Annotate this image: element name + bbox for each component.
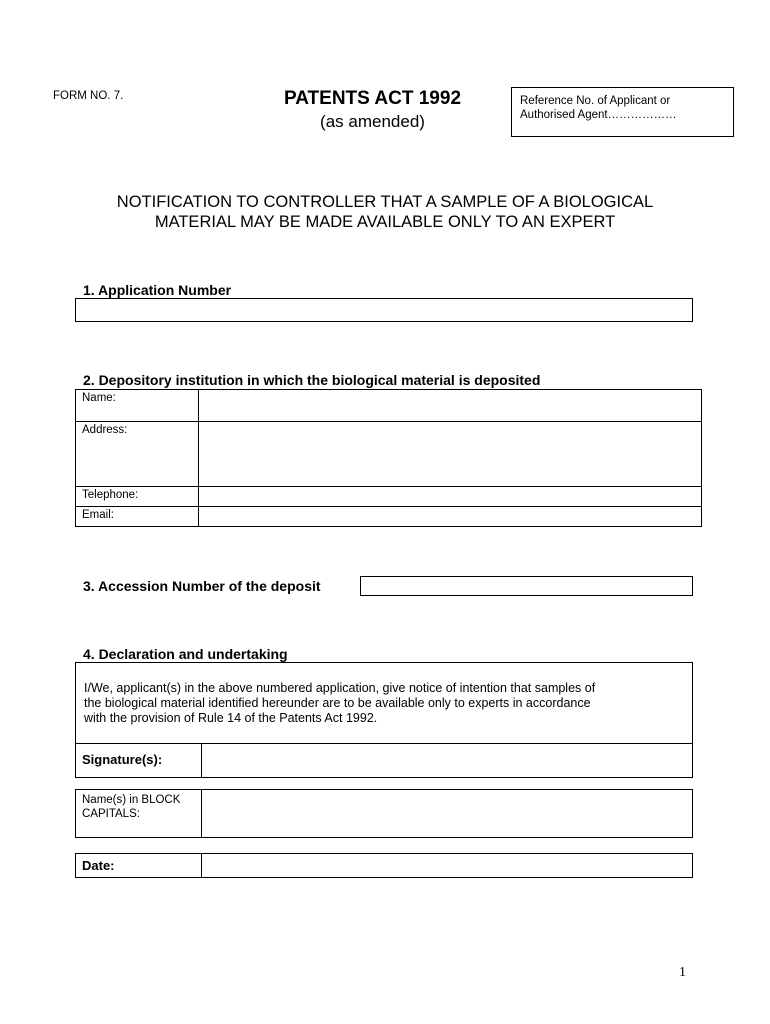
reference-label-line2: Authorised Agent……………… xyxy=(520,109,677,121)
form-title-line2: MATERIAL MAY BE MADE AVAILABLE ONLY TO AN EXPERT xyxy=(154,213,616,231)
date-field[interactable] xyxy=(202,854,692,877)
accession-number-label: 3. Accession Number of the deposit xyxy=(83,578,321,594)
depository-email-field[interactable] xyxy=(199,507,702,527)
reference-number-box[interactable] xyxy=(511,87,734,137)
block-capitals-name-field[interactable] xyxy=(202,790,692,837)
accession-number-field[interactable] xyxy=(360,576,693,596)
act-title: PATENTS ACT 1992 xyxy=(283,88,462,109)
form-title-line1: NOTIFICATION TO CONTROLLER THAT A SAMPLE OF A BIOLOGICAL xyxy=(116,193,654,211)
signature-label: Signature(s): xyxy=(76,744,202,777)
depository-telephone-label: Telephone: xyxy=(76,487,199,507)
application-number-field[interactable] xyxy=(75,298,693,322)
depository-email-label: Email: xyxy=(76,507,199,527)
block-capitals-name-label-line2: CAPITALS: xyxy=(82,808,140,820)
block-capitals-name-label xyxy=(76,790,202,837)
block-capitals-name-row xyxy=(75,789,693,838)
declaration-box xyxy=(75,662,693,778)
date-label: Date: xyxy=(76,854,202,877)
depository-name-field[interactable] xyxy=(199,390,702,422)
depository-address-label: Address: xyxy=(76,422,199,487)
declaration-label: 4. Declaration and undertaking xyxy=(83,646,288,662)
depository-telephone-field[interactable] xyxy=(199,487,702,507)
declaration-text-line1: I/We, applicant(s) in the above numbered application, give notice of intention that samples of xyxy=(84,681,596,695)
page-number: 1 xyxy=(679,965,686,980)
application-number-label: 1. Application Number xyxy=(83,282,232,298)
form-number: FORM NO. 7. xyxy=(53,90,124,102)
block-capitals-name-label-line1: Name(s) in BLOCK xyxy=(82,794,181,806)
declaration-text-line3: with the provision of Rule 14 of the Patents Act 1992. xyxy=(84,711,378,725)
depository-institution-label: 2. Depository institution in which the biological material is deposited xyxy=(83,372,541,388)
depository-details-table xyxy=(75,389,702,527)
signature-field[interactable] xyxy=(202,744,692,777)
date-row xyxy=(75,853,693,878)
act-subtitle: (as amended) xyxy=(320,112,425,131)
signature-row xyxy=(76,744,692,777)
depository-name-label: Name: xyxy=(76,390,199,422)
declaration-text xyxy=(76,663,692,744)
reference-label-line1: Reference No. of Applicant or xyxy=(520,95,671,107)
declaration-text-line2: the biological material identified hereunder are to be available only to experts in accordance xyxy=(84,696,591,710)
form-title xyxy=(60,192,710,232)
depository-address-field[interactable] xyxy=(199,422,702,487)
